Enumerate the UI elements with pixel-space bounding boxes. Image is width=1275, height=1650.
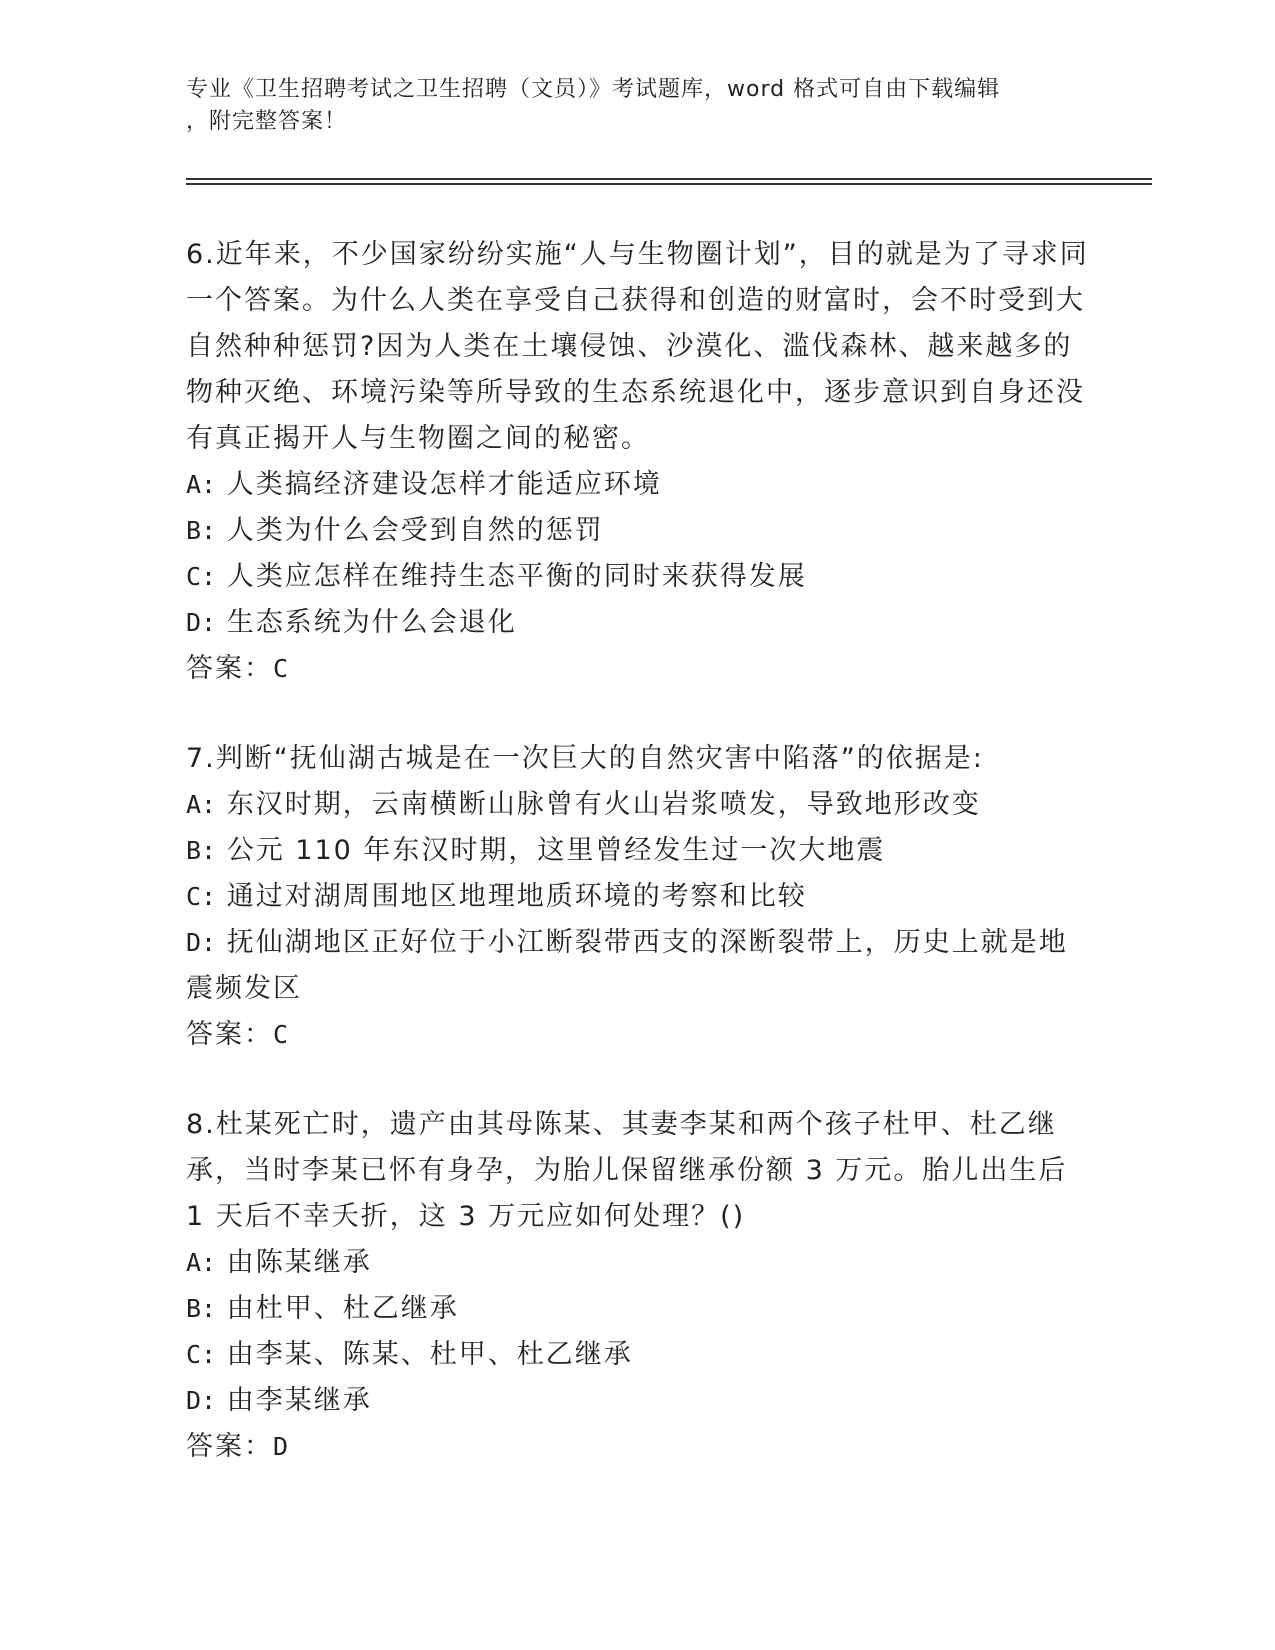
option-a <box>186 1240 1096 1286</box>
option-text: 公元 110 年东汉时期，这里曾经发生过一次大地震 <box>226 835 886 866</box>
option-b <box>186 508 1096 554</box>
answer-label: 答案： <box>186 653 273 684</box>
option-letter: C: <box>186 562 217 591</box>
option-d <box>186 600 1096 646</box>
header-divider-bottom <box>186 183 1152 185</box>
option-a <box>186 782 1096 828</box>
option-letter: A: <box>186 790 217 819</box>
answer-value: D <box>273 1432 289 1461</box>
answer-value: C <box>273 1020 289 1049</box>
option-text: 人类应怎样在维持生态平衡的同时来获得发展 <box>226 561 807 592</box>
option-b <box>186 828 1096 874</box>
answer-line <box>186 1012 1096 1058</box>
option-text: 生态系统为什么会退化 <box>226 607 517 638</box>
question-stem: 6.近年来，不少国家纷纷实施“人与生物圈计划”，目的就是为了寻求同一个答案。为什么人类在享受自己获得和创造的财富时，会不时受到大自然种种惩罚?因为人类在土壤侵蚀、沙漠化、滥伐森林、越来越多的物种灭绝、环境污染等所导致的生态系统退化中，逐步意识到自身还没有真正揭开人与生物圈之间的秘密。 <box>186 239 1089 454</box>
answer-line <box>186 646 1096 692</box>
document-header <box>186 74 1076 138</box>
question-list <box>186 232 1096 1470</box>
option-d <box>186 1378 1096 1424</box>
option-letter: D: <box>186 1386 217 1415</box>
option-text: 人类搞经济建设怎样才能适应环境 <box>226 469 662 500</box>
option-b <box>186 1286 1096 1332</box>
option-text: 由李某、陈某、杜甲、杜乙继承 <box>226 1339 633 1370</box>
question-8 <box>186 1102 1096 1470</box>
option-letter: B: <box>186 516 217 545</box>
option-letter: D: <box>186 928 217 957</box>
option-c <box>186 874 1096 920</box>
option-a <box>186 462 1096 508</box>
option-letter: A: <box>186 1248 217 1277</box>
option-letter: C: <box>186 1340 217 1369</box>
answer-label: 答案： <box>186 1019 273 1050</box>
option-text: 由李某继承 <box>226 1385 372 1416</box>
question-stem: 7.判断“抚仙湖古城是在一次巨大的自然灾害中陷落”的依据是: <box>186 743 984 774</box>
option-letter: A: <box>186 470 217 499</box>
option-text: 通过对湖周围地区地理地质环境的考察和比较 <box>226 881 807 912</box>
option-letter: B: <box>186 1294 217 1323</box>
question-6 <box>186 232 1096 692</box>
option-text: 由杜甲、杜乙继承 <box>226 1293 459 1324</box>
question-stem: 8.杜某死亡时，遗产由其母陈某、其妻李某和两个孩子杜甲、杜乙继承，当时李某已怀有身孕，为胎儿保留继承份额 3 万元。胎儿出生后 1 天后不幸夭折，这 3 万元应如何处理？() <box>186 1109 1068 1232</box>
question-7 <box>186 736 1096 1058</box>
option-d <box>186 920 1096 1012</box>
option-text: 人类为什么会受到自然的惩罚 <box>226 515 604 546</box>
answer-label: 答案： <box>186 1431 273 1462</box>
option-c <box>186 1332 1096 1378</box>
option-letter: D: <box>186 608 217 637</box>
header-line-1: 专业《卫生招聘考试之卫生招聘（文员）》考试题库，word 格式可自由下载编辑 <box>186 77 1001 102</box>
header-divider-top <box>186 178 1152 180</box>
option-text: 由陈某继承 <box>226 1247 372 1278</box>
option-c <box>186 554 1096 600</box>
option-text: 抚仙湖地区正好位于小江断裂带西支的深断裂带上，历史上就是地震频发区 <box>186 927 1068 1004</box>
option-text: 东汉时期，云南横断山脉曾有火山岩浆喷发，导致地形改变 <box>226 789 981 820</box>
answer-value: C <box>273 654 289 683</box>
option-letter: C: <box>186 882 217 911</box>
header-line-2: ，附完整答案！ <box>186 109 348 134</box>
answer-line <box>186 1424 1096 1470</box>
option-letter: B: <box>186 836 217 865</box>
